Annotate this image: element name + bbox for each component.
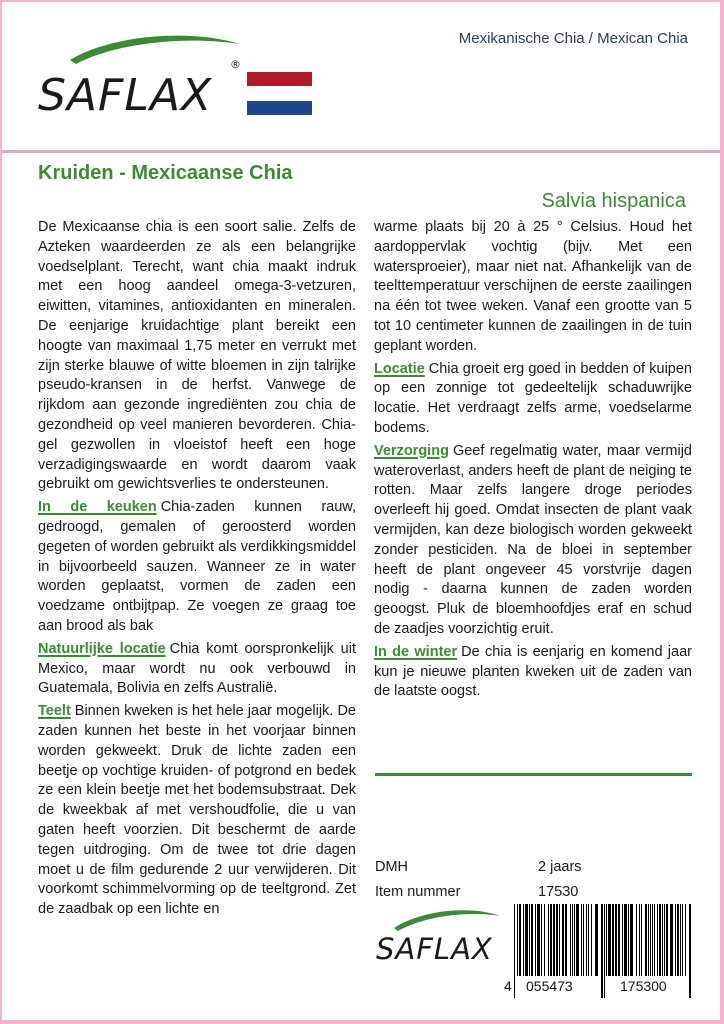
header-divider — [2, 150, 720, 153]
item-number-label: Item nummer — [375, 884, 461, 900]
care-heading: Verzorging — [374, 442, 449, 459]
kitchen-text: Chia-zaden kunnen rauw, gedroogd, gemalen of geroosterd worden gegeten of worden gebruikt als verdikkingsmiddel in bijvoorbeeld sauzen. Wanneer ze in water worden geplaatst, vormen de zaden een voedzame ontbijtpap. Ze voegen ze graag toe aan brood als bak — [38, 499, 356, 634]
cultivation-text: Binnen kweken is het hele jaar mogelijk. De zaden kunnen het beste in het voorjaar binnen worden gekweekt. Druk de lichte zaden een beetje op vochtige kruiden- of potgrond en bedek ze een klein beetje met het bodemsubstraat. Dek de kweekbak af met vershoudfolie, die u van gaten heeft voorzien. Dit beschermt de aarde tegen uitdroging. Om de twee tot drie dagen moet u de film gedurende 2 uur verwijderen. Dit voorkomt schimmelvorming op de teeltgrond. Zet de zaadbak op een lichte en — [38, 703, 356, 918]
intro-paragraph: De Mexicaanse chia is een soort salie. Zelfs de Azteken waardeerden ze als een belangrijke voedselplant. Terecht, want chia maakt indruk met een hoog aandeel omega-3-vetzuren, eiwitten, vitamines, antioxidanten en mineralen. De eenjarige kruidachtige plant bereikt een hoogte van maximaal 1,75 meter en verrukt met zijn sterke blauwe of witte bloemen in zijn talrijke pseudo-kransen in de herfst. Vanwege de rijkdom aan gezonde ingrediënten zou chia de gezondheid op veel manieren bevorderen. Chia-gel gezwollen in vloeistof heeft een hoge verzadigingswaarde en wordt daarom vaak gebruikt om gewichtsverlies te ondersteunen. — [38, 219, 356, 493]
natural-location-heading: Natuurlijke locatie — [38, 640, 166, 657]
left-column — [38, 218, 356, 923]
natural-location-text: Chia komt oorspronkelijk uit Mexico, maar wordt nu ook verbouwd in Guatemala, Bolivia en zelfs Australië. — [38, 640, 356, 697]
dmh-value: 2 jaars — [538, 859, 582, 875]
location-text: Chia groeit erg goed in bedden of kuipen op een zonnige tot gedeeltelijk schaduwrijke locatie. Het verdraagt zelfs arme, voedselarme bodems. — [374, 360, 692, 436]
winter-text: De chia is eenjarig en komend jaar kun je nieuwe planten kweken uit de zaden van de laatste oogst. — [374, 643, 692, 700]
saflax-logo — [38, 30, 248, 125]
kitchen-section — [38, 498, 356, 637]
page-title: Kruiden - Mexicaanse Chia — [38, 162, 293, 184]
care-section — [374, 442, 692, 640]
logo-wordmark: SAFLAX — [38, 70, 213, 121]
location-heading: Locatie — [374, 360, 425, 377]
netherlands-flag-icon — [247, 72, 312, 115]
natural-location-section — [38, 640, 356, 699]
item-number-value: 17530 — [538, 884, 579, 900]
barcode-digits-right: 175300 — [620, 978, 667, 994]
cultivation-heading: Teelt — [38, 703, 71, 720]
product-line: Mexikanische Chia / Mexican Chia — [458, 30, 688, 47]
footer-logo-swoosh-icon — [376, 906, 506, 934]
seed-packet-back — [2, 2, 720, 1020]
footer-logo-wordmark: SAFLAX — [376, 932, 493, 966]
saflax-footer-logo — [376, 906, 506, 972]
cultivation-section — [38, 702, 356, 920]
care-text: Geef regelmatig water, maar vermijd wateroverlast, anders heeft de plant de neiging te rotten. Maar zelfs langere droge periodes overleeft hij goed. Omdat insecten de plant vaak vermijden, kan deze biologisch worden gekweekt zonder pesticiden. Na de bloei in september heeft de plant ongeveer 45 vorstvrije dagen nodig - daarna kunnen de zaden worden geoogst. Pluk de bloemhoofdjes eraf en schud de zaadjes voorzichtig eruit. — [374, 442, 692, 637]
location-section — [374, 360, 692, 439]
dmh-label: DMH — [375, 859, 409, 875]
winter-heading: In de winter — [374, 643, 458, 660]
winter-section — [374, 643, 692, 702]
barcode-digits-left: 055473 — [526, 978, 573, 994]
latin-name: Salvia hispanica — [541, 190, 686, 212]
cultivation-continuation: warme plaats bij 20 à 25 ° Celsius. Houd het aardoppervlak vochtig (bijv. Met een watersproeier), maar niet nat. Afhankelijk van de teelttemperatuur verschijnen de eerste zaailingen na één tot twee weken. Vanaf een grootte van 5 tot 10 centimeter kunnen de zaailingen in de tuin geplant worden. — [374, 219, 692, 354]
barcode-digit-first: 4 — [504, 978, 512, 994]
logo-swoosh-icon — [38, 30, 248, 70]
right-column — [374, 218, 692, 705]
registered-mark: ® — [230, 58, 241, 71]
footer-divider — [375, 773, 692, 776]
kitchen-heading: In de keuken — [38, 499, 157, 516]
